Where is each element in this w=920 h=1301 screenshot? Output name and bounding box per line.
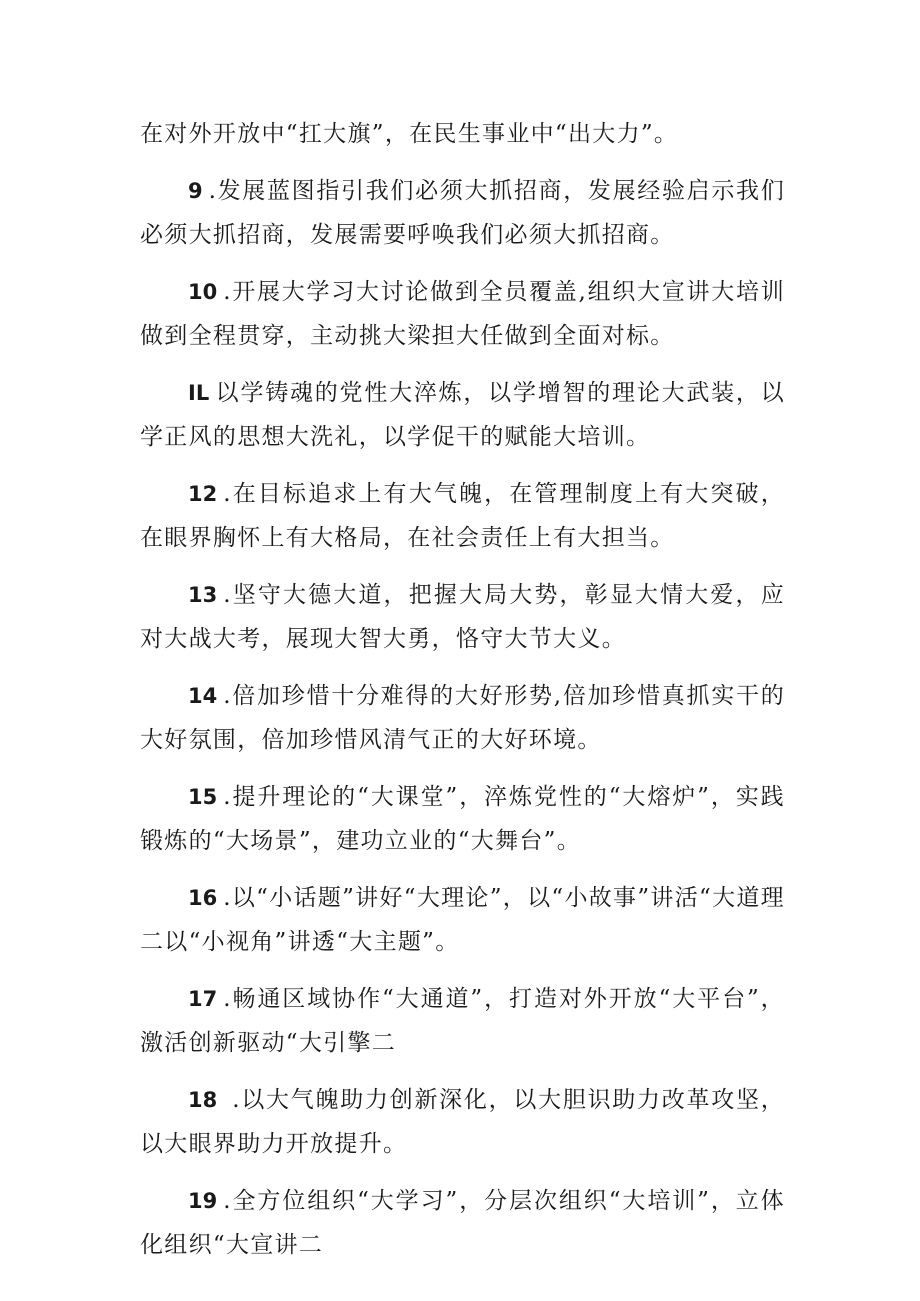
paragraph-item — [140, 371, 785, 460]
paragraph-text: .全方位组织“大学习”，分层次组织“大培训”，立体化组织“大宣讲二 — [140, 1187, 785, 1258]
paragraph-item — [140, 876, 785, 965]
paragraph-text: .开展大学习大讨论做到全员覆盖,组织大宣讲大培训做到全程贯穿，主动挑大梁担大任做到全面对标。 — [140, 278, 785, 349]
item-number: 15 — [188, 784, 218, 809]
item-number: IL — [188, 380, 210, 405]
paragraph-continuation — [140, 112, 785, 157]
item-number: 17 — [188, 986, 218, 1011]
paragraph-text: .以“小话题”讲好“大理论”，以“小故事”讲活“大道理二以“小视角”讲透“大主题”。 — [140, 884, 785, 955]
item-number: 9 — [188, 178, 203, 203]
paragraph-text: .发展蓝图指引我们必须大抓招商，发展经验启示我们必须大抓招商，发展需要呼唤我们必须大抓招商。 — [140, 177, 785, 248]
paragraph-item — [140, 674, 785, 763]
paragraph-text: 在对外开放中“扛大旗”，在民生事业中“出大力”。 — [140, 121, 679, 147]
paragraph-text: .提升理论的“大课堂”，淬炼党性的“大熔炉”，实践锻炼的“大场景”，建功立业的“大舞台”。 — [140, 783, 785, 854]
item-number: 16 — [188, 885, 218, 910]
item-number: 10 — [188, 279, 218, 304]
paragraph-text: .坚守大德大道，把握大局大势，彰显大情大爱，应对大战大考，展现大智大勇，恪守大节大义。 — [140, 581, 785, 652]
paragraph-item — [140, 573, 785, 662]
item-number: 13 — [188, 582, 218, 607]
paragraph-text: 以学铸魂的党性大淬炼，以学增智的理论大武装，以学正风的思想大洗礼，以学促干的赋能大培训。 — [140, 379, 785, 450]
paragraph-item — [140, 977, 785, 1066]
paragraph-text: .倍加珍惜十分难得的大好形势,倍加珍惜真抓实干的大好氛围，倍加珍惜风清气正的大好环境。 — [140, 682, 785, 753]
item-number: 18 — [188, 1087, 218, 1112]
paragraph-text: .在目标追求上有大气魄，在管理制度上有大突破，在眼界胸怀上有大格局，在社会责任上有大担当。 — [140, 480, 785, 551]
paragraph-text: .以大气魄助力创新深化，以大胆识助力改革攻坚，以大眼界助力开放提升。 — [140, 1086, 785, 1157]
paragraph-item — [140, 775, 785, 864]
paragraph-item — [140, 169, 785, 258]
paragraph-item — [140, 1179, 785, 1268]
item-number: 12 — [188, 481, 218, 506]
item-number: 19 — [188, 1188, 218, 1213]
item-number: 14 — [188, 683, 218, 708]
paragraph-item — [140, 1078, 785, 1167]
paragraph-item — [140, 270, 785, 359]
paragraph-item — [140, 472, 785, 561]
document-body — [140, 112, 785, 1280]
paragraph-text: .畅通区域协作“大通道”，打造对外开放“大平台”，激活创新驱动“大引擎二 — [140, 985, 785, 1056]
